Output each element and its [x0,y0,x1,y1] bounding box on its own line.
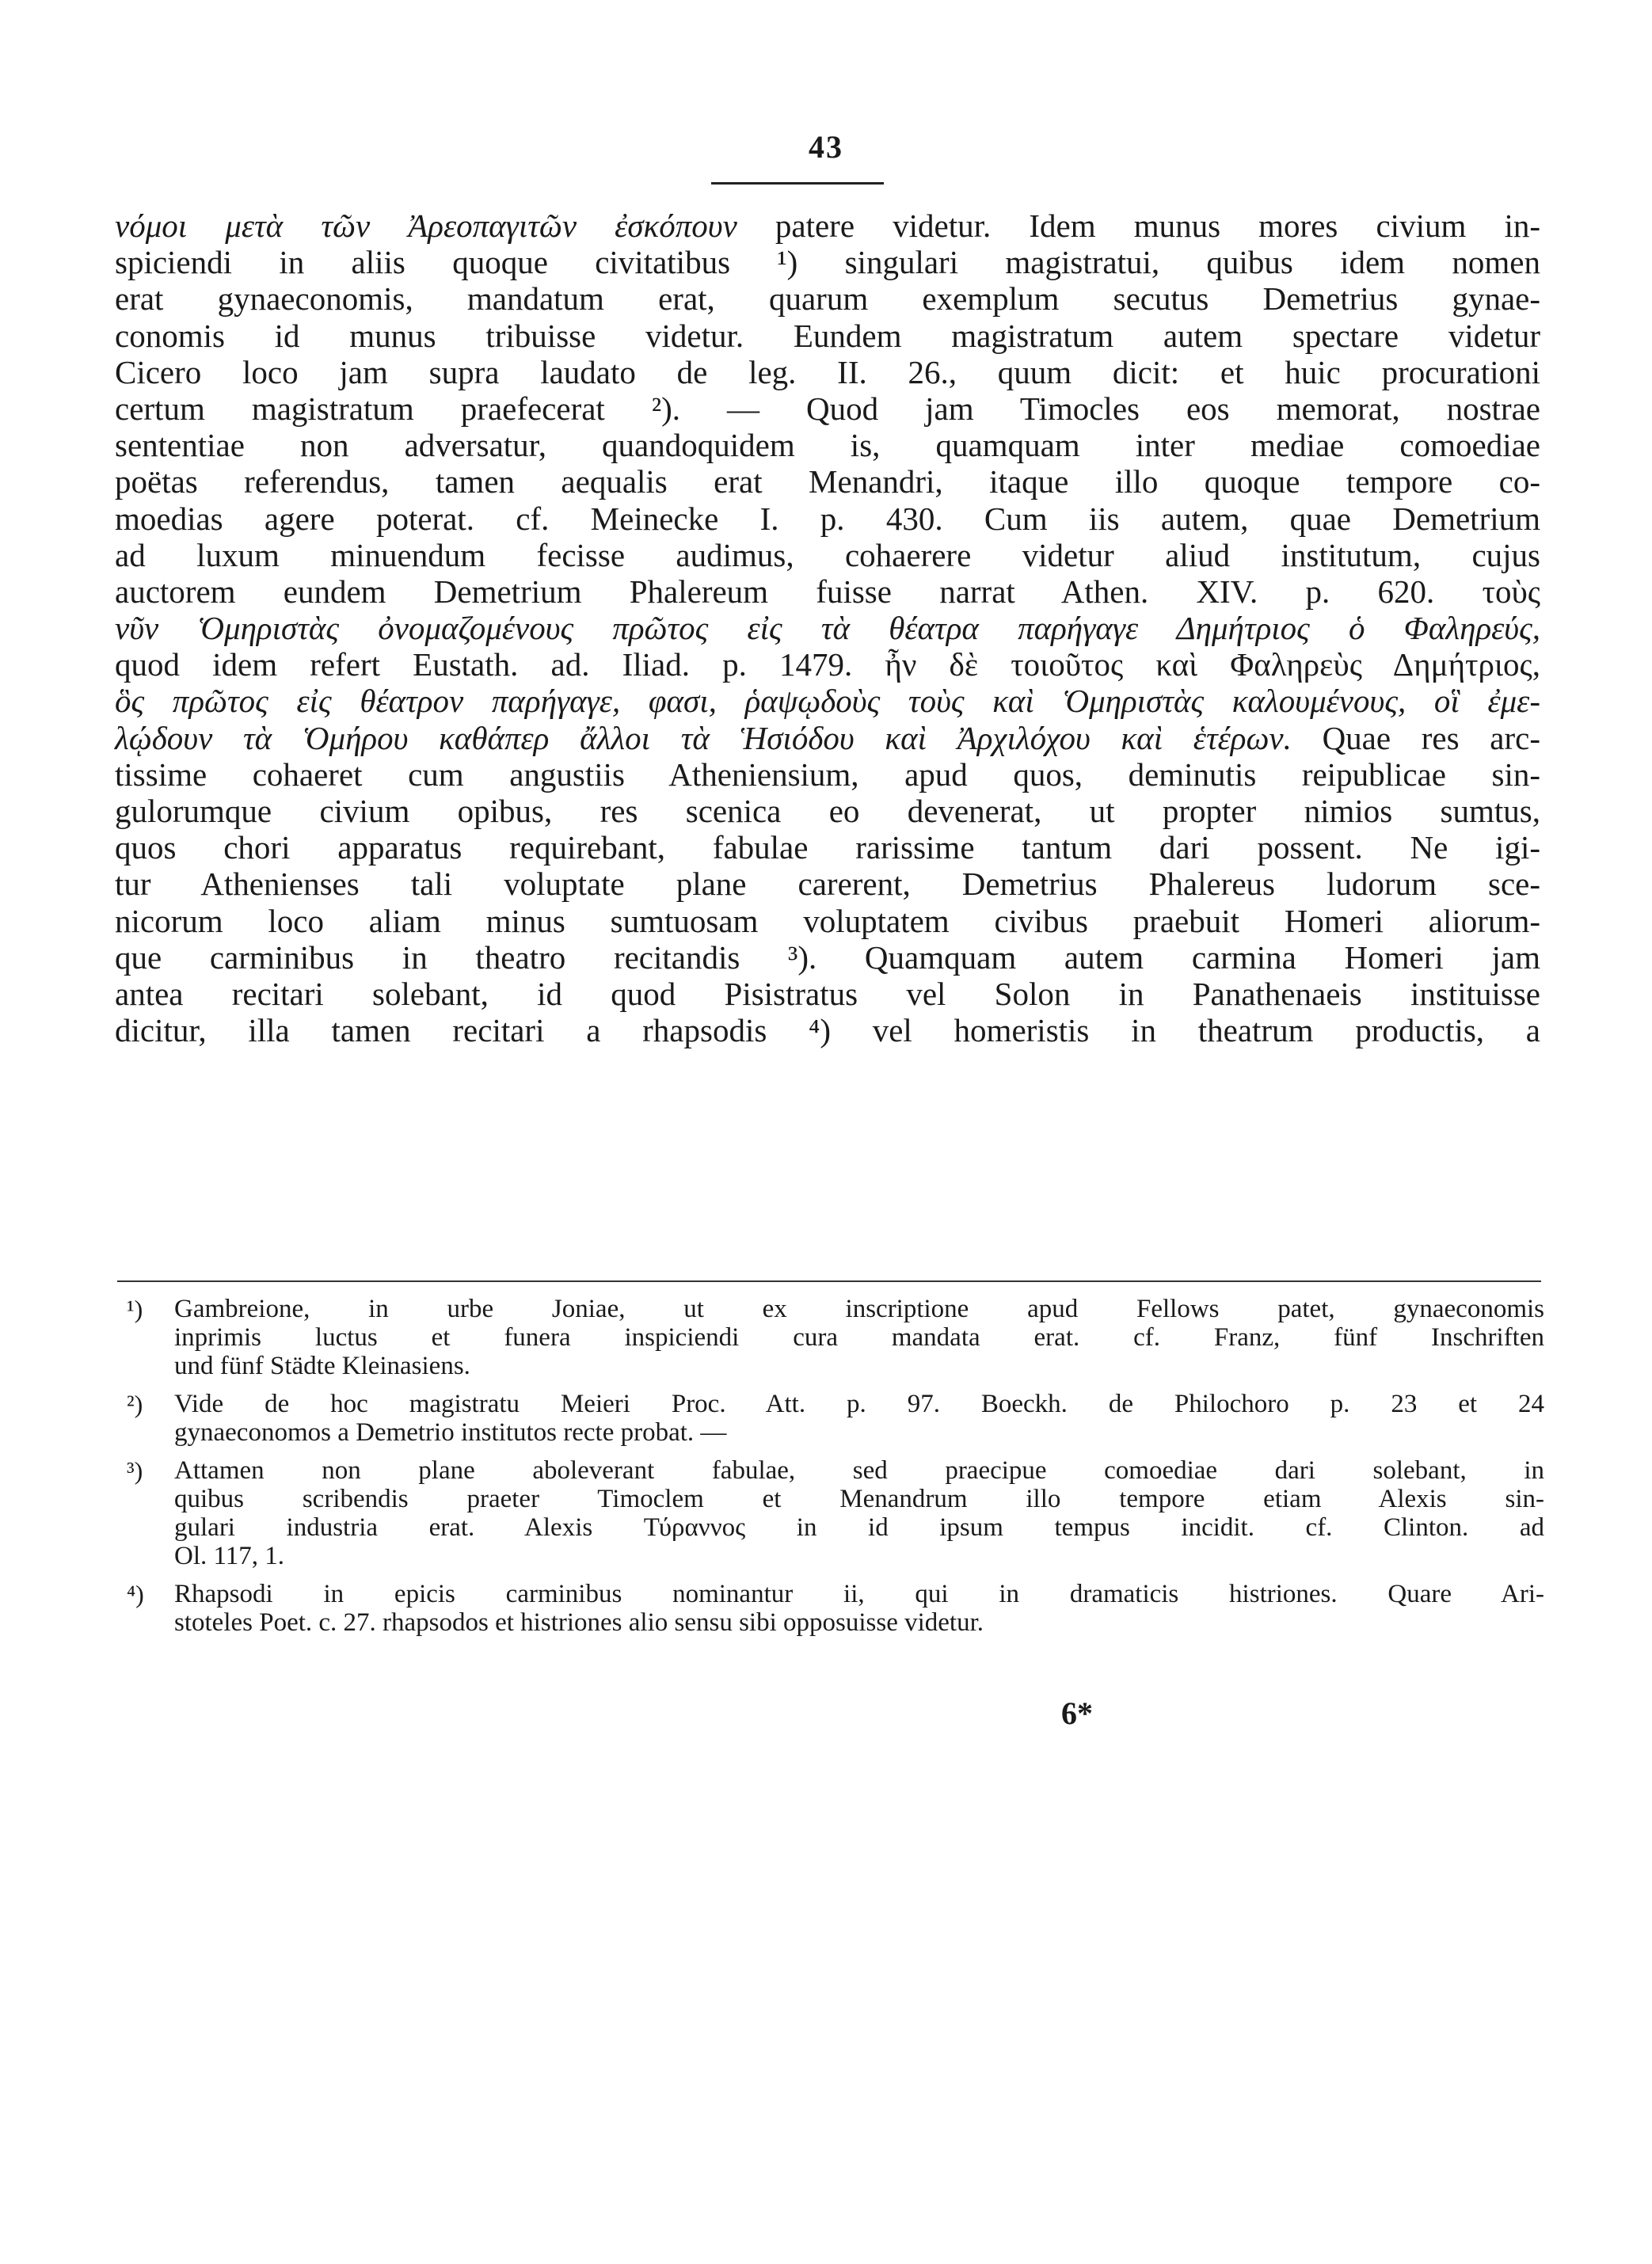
text-line: nicorum loco aliam minus sumtuosam voluptatem civibus praebuit Homeri aliorum- [115,902,1540,939]
signature-mark: 6* [1061,1695,1093,1731]
footnote-line: und fünf Städte Kleinasiens. [174,1352,470,1380]
text-line: quod idem refert Eustath. ad. Iliad. p. 1479. ἦν δὲ τοιοῦτος καὶ Φαληρεὺς Δημήτριος, [115,646,1540,683]
footnote-line: Rhapsodi in epicis carminibus nominantur ii, qui in dramaticis histriones. Quare Ari- [174,1580,1544,1608]
text-line: quos chori apparatus requirebant, fabulae rarissime tantum dari possent. Ne igi- [115,829,1540,866]
footnote-line: gulari industria erat. Alexis Τύραννος in id ipsum tempus incidit. cf. Clinton. ad [174,1513,1544,1542]
footnote-mark: ³) [127,1456,143,1485]
footnote-line: Ol. 117, 1. [174,1542,285,1570]
text-line: certum magistratum praefecerat ²). — Quod jam Timocles eos memorat, nostrae [115,390,1540,427]
page-number: 43 [809,129,843,165]
text-line: νῦν Ὁμηριστὰς ὀνομαζομένους πρῶτος εἰς τὰ θέατρα παρήγαγε Δημήτριος ὁ Φαληρεύς, [115,610,1540,647]
text-line: νόμοι μετὰ τῶν Ἀρεοπαγιτῶν ἐσκόπουν patere videtur. Idem munus mores civium in- [115,207,1540,244]
text-line: dicitur, illa tamen recitari a rhapsodis ⁴) vel homeristis in theatrum productis, a [115,1012,1540,1049]
text-line: erat gynaeconomis, mandatum erat, quarum exemplum secutus Demetrius gynae- [115,280,1540,318]
text-line: poëtas referendus, tamen aequalis erat Menandri, itaque illo quoque tempore co- [115,463,1540,500]
text-line: auctorem eundem Demetrium Phalereum fuisse narrat Athen. XIV. p. 620. τοὺς [115,573,1540,610]
footnote-rule [117,1280,1541,1282]
footnote-mark: ⁴) [127,1580,144,1608]
footnote-1 [127,1295,1544,1380]
header-rule [711,182,884,185]
footnote-3 [127,1456,1544,1570]
footnote-mark: ²) [127,1390,143,1418]
footnote-line: Gambreione, in urbe Joniae, ut ex inscriptione apud Fellows patet, gynaeconomis [174,1295,1544,1323]
text-line: sententiae non adversatur, quandoquidem is, quamquam inter mediae comoediae [115,427,1540,464]
footnote-line: quibus scribendis praeter Timoclem et Menandrum illo tempore etiam Alexis sin- [174,1485,1544,1513]
footnote-line: Vide de hoc magistratu Meieri Proc. Att. p. 97. Boeckh. de Philochoro p. 23 et 24 [174,1390,1544,1418]
text-line: conomis id munus tribuisse videtur. Eundem magistratum autem spectare videtur [115,317,1540,354]
text-line: moedias agere poterat. cf. Meinecke I. p. 430. Cum iis autem, quae Demetrium [115,500,1540,537]
text-line: tur Athenienses tali voluptate plane carerent, Demetrius Phalereus ludorum sce- [115,866,1540,903]
text-line: que carminibus in theatro recitandis ³). Quamquam autem carmina Homeri jam [115,938,1540,976]
text-line: λῴδουν τὰ Ὁμήρου καθάπερ ἄλλοι τὰ Ἡσιόδου καὶ Ἀρχιλόχου καὶ ἑτέρων. Quae res arc- [115,719,1540,756]
footnote-line: stoteles Poet. c. 27. rhapsodos et histriones alio sensu sibi opposuisse videtur. [174,1608,984,1637]
text-line: tissime cohaeret cum angustiis Atheniensium, apud quos, deminutis reipublicae sin- [115,755,1540,793]
text-line: antea recitari solebant, id quod Pisistratus vel Solon in Panathenaeis instituisse [115,975,1540,1012]
text-line: ὃς πρῶτος εἰς θέατρον παρήγαγε, φασι, ῥαψῳδοὺς τοὺς καὶ Ὁμηριστὰς καλουμένους, οἳ ἐμε- [115,683,1540,720]
text-line: Cicero loco jam supra laudato de leg. II. 26., quum dicit: et huic procurationi [115,353,1540,390]
text-line: gulorumque civium opibus, res scenica eo devenerat, ut propter nimios sumtus, [115,793,1540,829]
footnotes [127,1295,1544,1646]
footnote-line: inprimis luctus et funera inspiciendi cura mandata erat. cf. Franz, fünf Inschriften [174,1323,1544,1352]
footnote-4 [127,1580,1544,1637]
footnote-2 [127,1390,1544,1447]
text-line: spiciendi in aliis quoque civitatibus ¹) singulari magistratui, quibus idem nomen [115,244,1540,281]
footnote-mark: ¹) [127,1295,143,1323]
footnote-line: gynaeconomos a Demetrio institutos recte probat. — [174,1418,727,1447]
main-text [115,207,1540,1048]
text-line: ad luxum minuendum fecisse audimus, cohaerere videtur aliud institutum, cujus [115,536,1540,573]
footnote-line: Attamen non plane aboleverant fabulae, sed praecipue comoediae dari solebant, in [174,1456,1544,1485]
